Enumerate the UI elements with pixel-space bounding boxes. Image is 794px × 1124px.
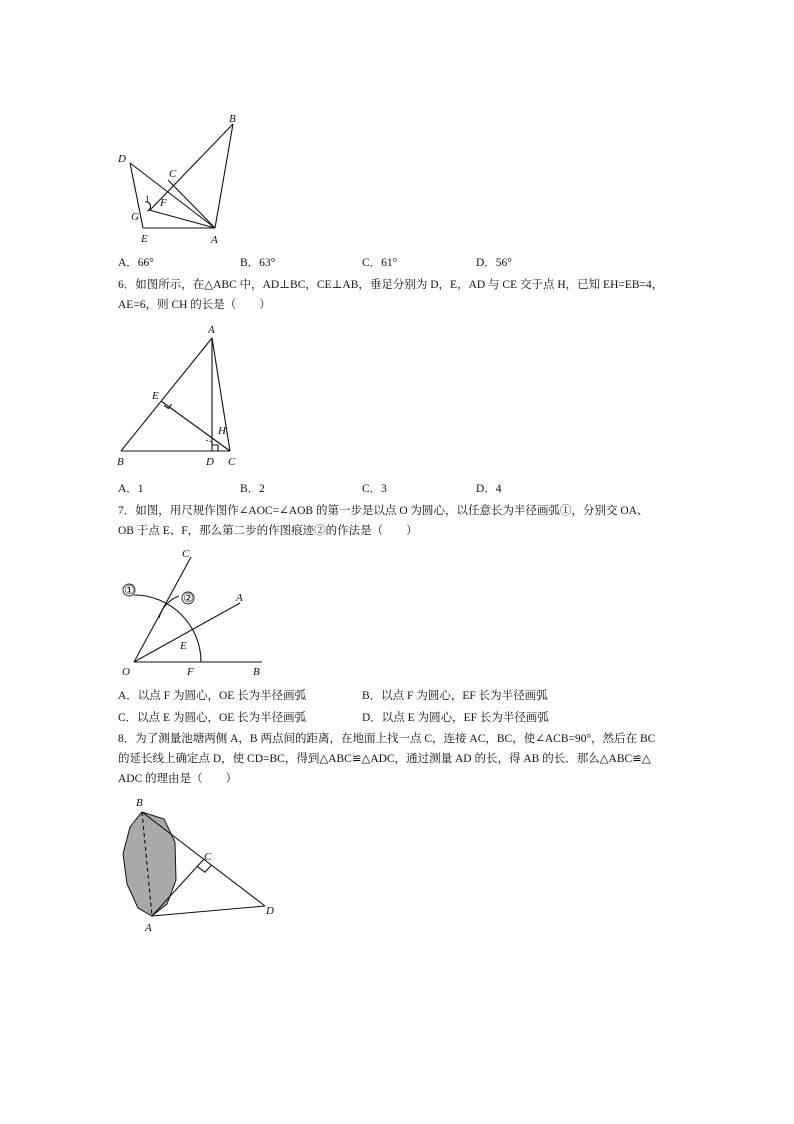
q7-label-c: C bbox=[182, 548, 190, 560]
q7-options-row2 bbox=[118, 709, 718, 725]
q7-option-b[interactable]: B．以点 F 为圆心，EF 长为半径画弧 bbox=[362, 690, 548, 702]
q7-figure bbox=[112, 543, 272, 683]
q6-options bbox=[118, 480, 718, 496]
q5-label-e: E bbox=[141, 233, 148, 245]
q6-option-d[interactable]: D．4 bbox=[476, 483, 502, 495]
q7-mark-2: ② bbox=[183, 591, 194, 605]
q7-label-b: B bbox=[253, 666, 260, 678]
q7-options-row1 bbox=[118, 687, 718, 703]
q5-option-b[interactable]: B．63° bbox=[240, 257, 276, 269]
q5-option-d[interactable]: D．56° bbox=[476, 257, 512, 269]
q8-stem-line3: ADC 的理由是（ ） bbox=[118, 773, 238, 785]
q8-stem-line1: 8．为了测量池塘两侧 A，B 两点间的距离，在地面上找一点 C，连接 AC，BC，使∠ACB=90°，然后在 BC bbox=[118, 733, 656, 745]
q5-options bbox=[118, 254, 718, 270]
q8-label-c: C bbox=[204, 851, 212, 863]
q7-mark-1: ① bbox=[124, 583, 135, 597]
q6-label-a: A bbox=[208, 324, 215, 336]
q6-label-e: E bbox=[152, 390, 159, 402]
q8-stem-line2: 的延长线上确定点 D，使 CD=BC，得到△ABC≌△ADC，通过测量 AD 的长，得 AB 的长．那么△ABC≌△ bbox=[118, 753, 651, 765]
q6-figure bbox=[112, 320, 252, 472]
q6-stem-line2: AE=6，则 CH 的长是（ ） bbox=[118, 299, 271, 311]
q8-label-a: A bbox=[145, 922, 152, 934]
q7-option-d[interactable]: D．以点 E 为圆心，EF 长为半径画弧 bbox=[362, 712, 549, 724]
q7-option-c[interactable]: C．以点 E 为圆心，OE 长为半径画弧 bbox=[118, 712, 307, 724]
q6-option-a[interactable]: A．1 bbox=[118, 483, 144, 495]
q5-label-d: D bbox=[118, 153, 126, 165]
q6-label-c: C bbox=[228, 456, 236, 468]
q5-label-a: A bbox=[211, 234, 218, 246]
q6-option-c[interactable]: C．3 bbox=[362, 483, 387, 495]
q8-pond bbox=[123, 812, 176, 916]
q6-stem-line1: 6．如图所示，在△ABC 中，AD⊥BC，CE⊥AB，垂足分别为 D，E，AD 与 CE 交于点 H，已知 EH=EB=4， bbox=[118, 279, 664, 291]
q8-label-b: B bbox=[136, 797, 143, 809]
q7-label-f: F bbox=[187, 666, 194, 678]
q5-label-c: C bbox=[169, 168, 177, 180]
q8-figure bbox=[112, 792, 282, 937]
q5-label-1: 1 bbox=[145, 194, 150, 204]
q7-label-e: E bbox=[180, 640, 187, 652]
q8-label-d: D bbox=[266, 905, 274, 917]
q5-figure bbox=[112, 110, 262, 250]
q7-label-o: O bbox=[122, 666, 130, 678]
q6-label-h: H bbox=[218, 425, 226, 437]
q5-label-g: G bbox=[131, 211, 139, 223]
q6-option-b[interactable]: B．2 bbox=[240, 483, 265, 495]
q6-label-b: B bbox=[117, 456, 124, 468]
q7-label-a: A bbox=[236, 592, 243, 604]
q5-option-c[interactable]: C．61° bbox=[362, 257, 398, 269]
q7-option-a[interactable]: A．以点 F 为圆心，OE 长为半径画弧 bbox=[118, 690, 307, 702]
q5-label-f: F bbox=[160, 197, 167, 209]
q5-label-b: B bbox=[229, 113, 236, 125]
q6-label-d: D bbox=[206, 456, 214, 468]
q7-stem-line2: OB 于点 E、F，那么第二步的作图痕迹②的作法是（ ） bbox=[118, 525, 418, 537]
q5-option-a[interactable]: A．66° bbox=[118, 257, 154, 269]
q7-stem-line1: 7．如图，用尺规作图作∠AOC=∠AOB 的第一步是以点 O 为圆心，以任意长为半径画弧①，分别交 OA、 bbox=[118, 505, 649, 517]
